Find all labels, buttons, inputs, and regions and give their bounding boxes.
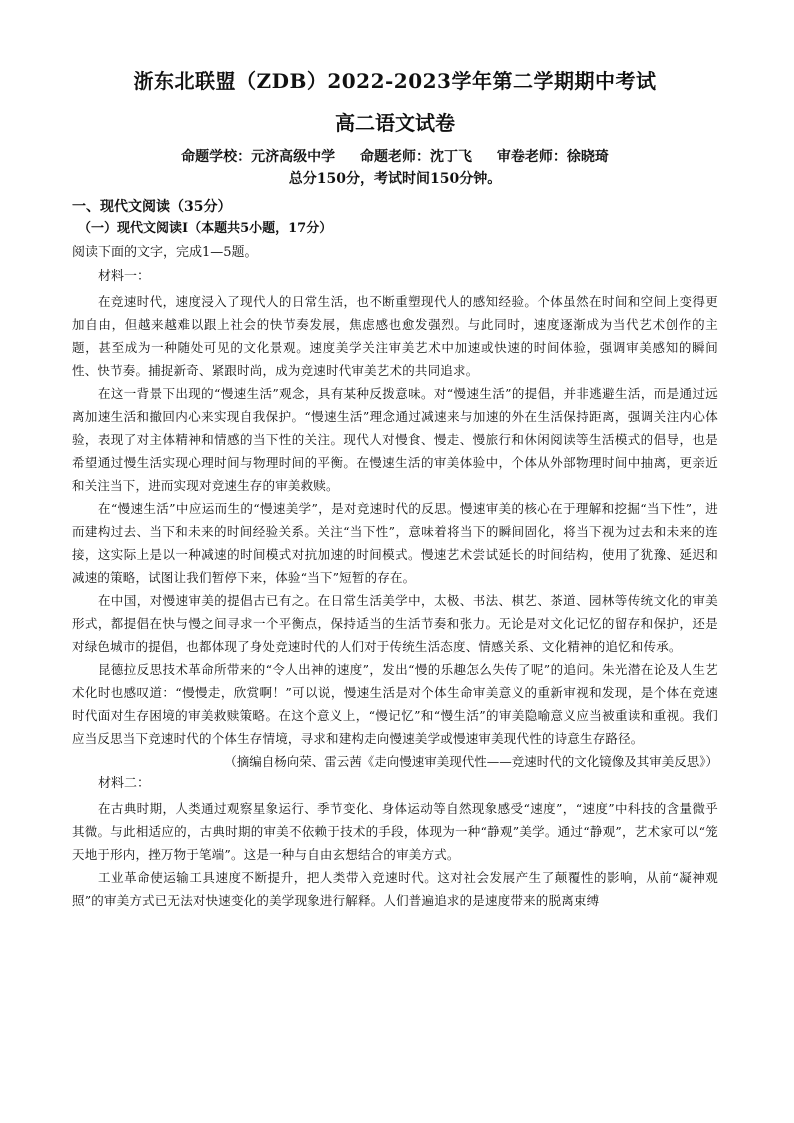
score-time-note: 总分150分，考试时间150分钟。 bbox=[288, 171, 502, 187]
exam-info-line bbox=[72, 146, 718, 168]
setter-school: 命题学校：元济高级中学 bbox=[181, 149, 336, 165]
material-two-paragraph: 工业革命使运输工具速度不断提升，把人类带入竞速时代。这对社会发展产生了颠覆性的影响，从前“凝神观照”的审美方式已无法对快速变化的美学现象进行解释。人们普遍追求的是速度带来的脱离束缚 bbox=[72, 870, 718, 908]
material-two-label: 材料二： bbox=[98, 776, 151, 791]
reviewer-teacher: 审卷老师：徐晓琦 bbox=[496, 149, 609, 165]
exam-title: 浙东北联盟（ZDB）2022-2023学年第二学期期中考试 bbox=[133, 69, 657, 93]
material-one-paragraph: 在中国，对慢速审美的提倡古已有之。在日常生活美学中，太极、书法、棋艺、茶道、园林等传统文化的审美形式，都提倡在快与慢之间寻求一个平衡点，保持适当的生活节奏和张力。无论是对文化记忆的留存和保护，还是对绿色城市的提倡，也都体现了身处竞速时代的人们对于传统生活态度、情感关系、文化精神的追忆和传承。 bbox=[72, 593, 718, 654]
material-one-paragraph: 在这一背景下出现的“慢速生活”观念，具有某种反拨意味。对“慢速生活”的提倡，并非逃避生活，而是通过远离加速生活和撤回内心来实现自我保护。“慢速生活”理念通过减速来与加速的外在生活保持距离，强调关注内心体验，表现了对主体精神和情感的当下性的关注。现代人对慢食、慢走、慢旅行和休闲阅读等生活模式的倡导，也是希望通过慢生活实现心理时间与物理时间的平衡。在慢速生活的审美体验中，个体从外部物理时间中抽离，更亲近和关注当下，进而实现对竞速生存的审美救赎。 bbox=[72, 386, 718, 493]
material-one-paragraph: 昆德拉反思技术革命所带来的“令人出神的速度”，发出“慢的乐趣怎么失传了呢”的追问。朱光潜在论及人生艺术化时也感叹道：“慢慢走，欣赏啊！”可以说，慢速生活是对个体生命审美意义的重新审视和发现，是个体在竞速时代面对生存困境的审美救赎策略。在这个意义上，“慢记忆”和“慢生活”的审美隐喻意义应当被重读和重视。我们应当反思当下竞速时代的个体生存情境，寻求和建构走向慢速美学或慢速审美现代性的诗意生存路径。 bbox=[72, 662, 718, 746]
section-heading: 一、现代文阅读（35分） bbox=[72, 199, 232, 215]
material-two-paragraph: 在古典时期，人类通过观察星象运行、季节变化、身体运动等自然现象感受“速度”，“速度”中科技的含量微乎其微。与此相适应的，古典时期的审美不依赖于技术的手段，体现为一种“静观”美学。通过“静观”，艺术家可以“笼天地于形内，挫万物于笔端”。这是一种与自由玄想结合的审美方式。 bbox=[72, 801, 718, 862]
material-one-source: （摘编自杨向荣、雷云茜《走向慢速审美现代性——竞速时代的文化镜像及其审美反思》） bbox=[224, 754, 718, 769]
material-one-paragraph: 在竞速时代，速度浸入了现代人的日常生活，也不断重塑现代人的感知经验。个体虽然在时间和空间上变得更加自由，但越来越难以跟上社会的快节奏发展，焦虑感也愈发强烈。与此同时，速度逐渐成为当代艺术创作的主题，甚至成为一种随处可见的文化景观。速度美学关注审美艺术中加速或快速的时间体验，强调审美感知的瞬间性、快节奏。捕捉新奇、紧跟时尚，成为竞速时代审美艺术的共同追求。 bbox=[72, 294, 718, 378]
exam-subtitle: 高二语文试卷 bbox=[335, 111, 455, 135]
subsection-heading: （一）现代文阅读Ⅰ（本题共5小题，17分） bbox=[78, 221, 333, 236]
material-one-label: 材料一： bbox=[98, 269, 151, 284]
reading-instruction: 阅读下面的文字，完成1—5题。 bbox=[72, 245, 258, 260]
material-one-paragraph: 在“慢速生活”中应运而生的“慢速美学”，是对竞速时代的反思。慢速审美的核心在于理解和挖掘“当下性”，进而建构过去、当下和未来的时间经验关系。关注“当下性”，意味着将当下的瞬间固化，将当下视为过去和未来的连接，这实际上是以一种减速的时间模式对抗加速的时间模式。慢速艺术尝试延长的时间结构，使用了犹豫、延迟和减速的策略，试图让我们暂停下来，体验“当下”短暂的存在。 bbox=[72, 501, 718, 585]
setter-teacher: 命题老师：沈丁飞 bbox=[360, 149, 472, 165]
